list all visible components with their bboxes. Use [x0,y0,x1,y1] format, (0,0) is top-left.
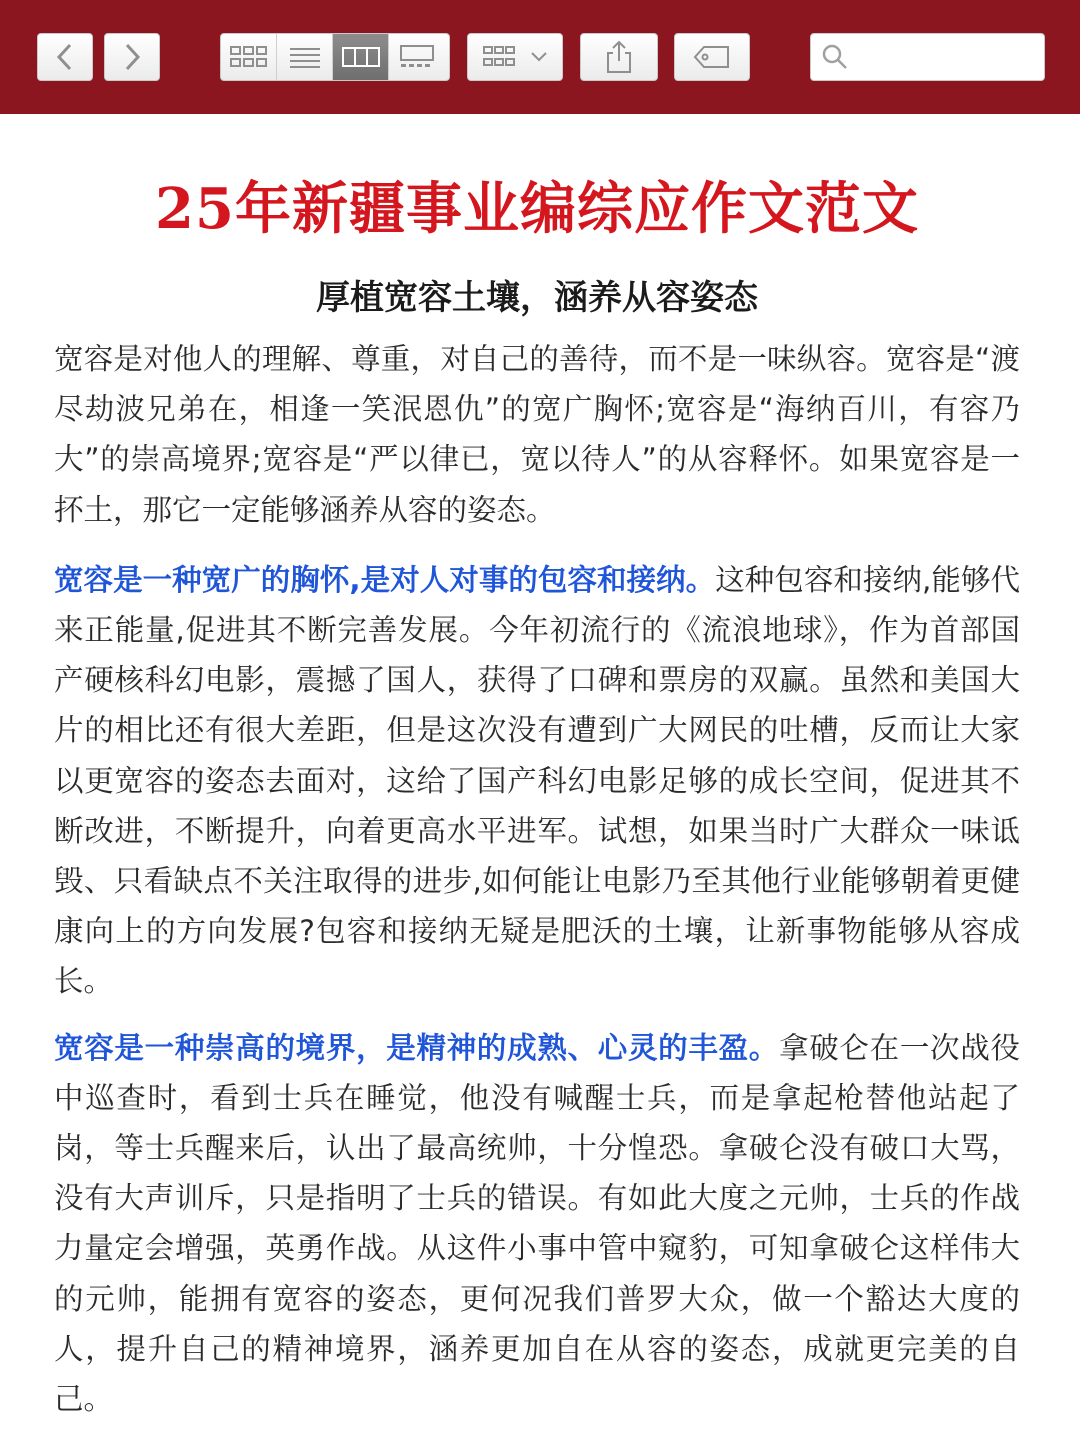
list-view-button[interactable] [277,34,333,80]
gallery-view-button[interactable] [389,34,445,80]
paragraph-highlight: 宽容是一种宽广的胸怀,是对人对事的包容和接纳。 [54,562,716,597]
share-icon [604,40,634,74]
view-mode-switcher [220,33,450,81]
gallery-view-icon [397,44,437,70]
paragraph-2 [54,555,1020,1007]
chevron-left-icon [55,42,75,72]
forward-button[interactable] [104,33,160,81]
grid-view-icon [229,45,269,69]
search-icon [821,43,849,71]
grid-view-button[interactable] [221,34,277,80]
paragraph-1 [54,334,1020,535]
search-input[interactable] [855,44,1039,70]
chevron-down-icon [530,50,548,64]
paragraph-3 [54,1023,1020,1425]
share-button[interactable] [580,33,658,81]
group-icon [482,45,522,69]
column-view-button[interactable] [333,34,389,80]
document-body [54,114,1020,1424]
column-view-icon [341,45,381,69]
paragraph-text: 拿破仑在一次战役中巡查时，看到士兵在睡觉，他没有喊醒士兵，而是拿起枪替他站起了岗，等士兵醒来后，认出了最高统帅，十分惶恐。拿破仑没有破口大骂，没有大声训斥，只是指明了士兵的错误。有如此大度之元帅，士兵的作战力量定会增强，英勇作战。从这件小事中管中窥豹，可知拿破仑这样伟大的元帅，能拥有宽容的姿态，更何况我们普罗大众，做一个豁达大度的人，提升自己的精神境界，涵养更加自在从容的姿态，成就更完美的自己。 [54,1030,1020,1417]
document-title: 25年新疆事业编综应作文范文 [155,176,919,242]
search-box[interactable] [810,33,1045,81]
paragraph-text: 这种包容和接纳,能够代来正能量,促进其不断完善发展。今年初流行的《流浪地球》，作为首部国产硬核科幻电影，震撼了国人，获得了口碑和票房的双赢。虽然和美国大片的相比还有很大差距，但是这次没有遭到广大网民的吐槽，反而让大家以更宽容的姿态去面对，这给了国产科幻电影足够的成长空间，促进其不断改进，不断提升，向着更高水平进军。试想，如果当时广大群众一味诋毁、只看缺点不关注取得的进步,如何能让电影乃至其他行业能够朝着更健康向上的方向发展?包容和接纳无疑是肥沃的土壤，让新事物能够从容成长。 [54,562,1020,999]
list-view-icon [288,45,322,69]
group-by-button[interactable] [467,33,563,81]
paragraph-text: 宽容是对他人的理解、尊重，对自己的善待，而不是一味纵容。宽容是“渡尽劫波兄弟在，相逢一笑泯恩仇”的宽广胸怀;宽容是“海纳百川，有容乃大”的崇高境界;宽容是“严以律已，宽以待人”的从容释怀。如果宽容是一抔土，那它一定能够涵养从容的姿态。 [54,342,1020,527]
top-toolbar [0,0,1080,114]
document-subtitle: 厚植宽容土壤，涵养从容姿态 [316,278,758,318]
paragraph-highlight: 宽容是一种崇高的境界，是精神的成熟、心灵的丰盈。 [54,1030,780,1065]
tag-button[interactable] [674,33,750,81]
tag-icon [692,44,732,70]
back-button[interactable] [37,33,93,81]
chevron-right-icon [122,42,142,72]
